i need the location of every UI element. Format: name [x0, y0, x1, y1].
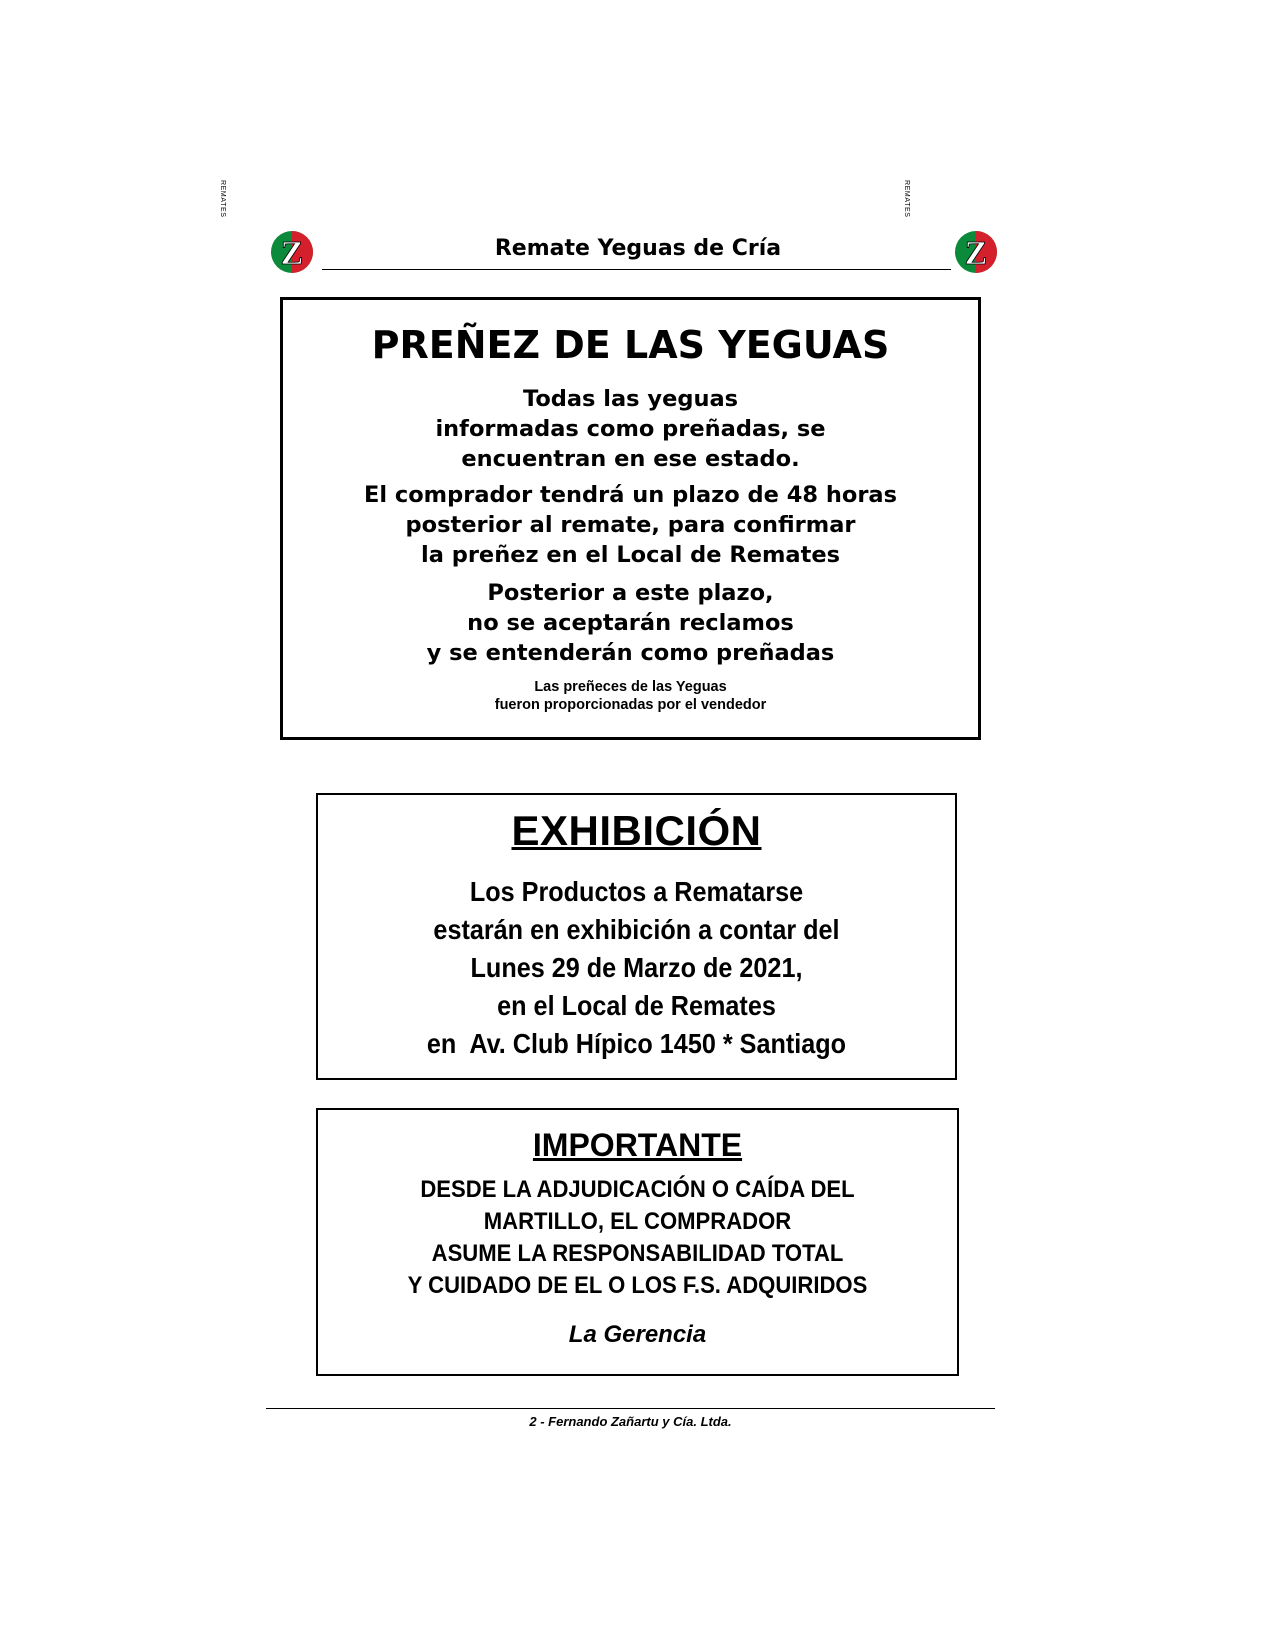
logo-side-text: REMATES [903, 180, 910, 218]
text-line: Las preñeces de las Yeguas [534, 679, 727, 695]
pregnancy-note [283, 678, 978, 714]
signature: La Gerencia [568, 1321, 707, 1348]
exhibition-title: EXHIBICIÓN [511, 807, 762, 854]
text-line: MARTILLO, EL COMPRADOR [483, 1208, 792, 1235]
logo-letter: Z [280, 235, 304, 272]
text-line: DESDE LA ADJUDICACIÓN O CAÍDA DEL [420, 1176, 855, 1203]
text-line: en el Local de Remates [497, 990, 776, 1021]
pregnancy-paragraph-2 [283, 480, 978, 570]
text-line: posterior al remate, para confirmar [405, 512, 856, 538]
text-line: fueron proporcionadas por el vendedor [494, 697, 767, 713]
company-logo [903, 180, 1006, 276]
text-line: y se entenderán como preñadas [426, 640, 835, 666]
text-line: Los Productos a Rematarse [469, 876, 804, 907]
text-line: informadas como preñadas, se [435, 416, 826, 442]
important-title: IMPORTANTE [532, 1127, 743, 1163]
text-line: El comprador tendrá un plazo de 48 horas [363, 482, 898, 508]
exhibition-text [350, 873, 923, 1063]
logo-letter: Z [964, 235, 988, 272]
text-line: ASUME LA RESPONSABILIDAD TOTAL [431, 1240, 844, 1267]
text-line: Lunes 29 de Marzo de 2021, [470, 952, 803, 983]
page-header-title: Remate Yeguas de Cría [494, 236, 782, 261]
important-text [344, 1174, 932, 1302]
pregnancy-paragraph-3 [283, 578, 978, 668]
text-line: Y CUIDADO DE EL O LOS F.S. ADQUIRIDOS [407, 1272, 868, 1299]
pregnancy-notice-box [280, 297, 981, 740]
page-header [219, 180, 1006, 276]
pregnancy-title: PREÑEZ DE LAS YEGUAS [371, 323, 890, 367]
text-line: encuentran en ese estado. [461, 446, 800, 472]
page-footer: 2 - Fernando Zañartu y Cía. Ltda. [529, 1414, 732, 1429]
text-line: Posterior a este plazo, [487, 580, 774, 606]
text-line: la preñez en el Local de Remates [421, 542, 840, 568]
text-line: en Av. Club Hípico 1450 * Santiago [426, 1028, 847, 1059]
important-notice-box [316, 1108, 959, 1376]
logo-side-text: REMATES [219, 180, 226, 218]
exhibition-notice-box [316, 793, 957, 1080]
text-line: no se aceptarán reclamos [467, 610, 794, 636]
text-line: Todas las yeguas [522, 386, 739, 412]
footer-divider [266, 1408, 995, 1409]
pregnancy-paragraph-1 [283, 384, 978, 474]
header-divider [322, 269, 951, 270]
text-line: estarán en exhibición a contar del [433, 914, 840, 945]
